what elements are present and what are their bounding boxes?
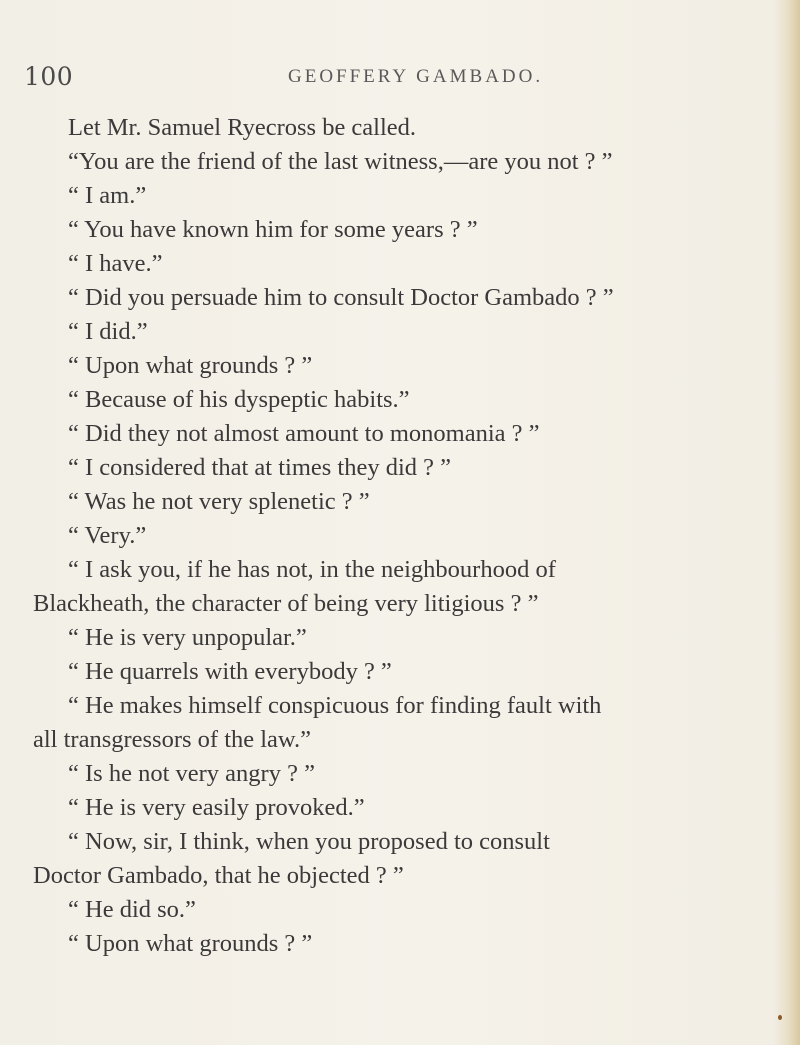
running-head: GEOFFERY GAMBADO. (288, 66, 544, 87)
text-line: Doctor Gambado, that he objected ? ” (33, 862, 404, 889)
text-line: all transgressors of the law.” (33, 726, 312, 753)
text-line: “ I ask you, if he has not, in the neighbourhood of (68, 556, 556, 583)
text-line: “ Upon what grounds ? ” (68, 930, 313, 957)
text-line: “ I considered that at times they did ? ” (68, 454, 452, 481)
text-line: “ He quarrels with everybody ? ” (68, 658, 392, 685)
text-line: “ Upon what grounds ? ” (68, 352, 313, 379)
text-line: “ He is very unpopular.” (68, 624, 307, 651)
paper-speck (778, 1015, 782, 1020)
text-line: “ Did you persuade him to consult Doctor Gambado ? ” (68, 284, 614, 311)
text-line: “ He is very easily provoked.” (68, 794, 365, 821)
text-line: “ He makes himself conspicuous for finding fault with (68, 692, 602, 719)
text-line: “ I have.” (68, 250, 163, 277)
text-line: “ Now, sir, I think, when you proposed to consult (68, 828, 550, 855)
text-line: “ I am.” (68, 182, 147, 209)
text-line: “ I did.” (68, 318, 148, 345)
text-line: “ Is he not very angry ? ” (68, 760, 315, 787)
text-line: Let Mr. Samuel Ryecross be called. (68, 114, 417, 141)
text-line: “ He did so.” (68, 896, 196, 923)
text-line: “ Did they not almost amount to monomania ? ” (68, 420, 540, 447)
text-line: “ Very.” (68, 522, 147, 549)
page-number: 100 (24, 62, 74, 91)
text-line: “ Because of his dyspeptic habits.” (68, 386, 410, 413)
text-line: Blackheath, the character of being very litigious ? ” (33, 590, 539, 617)
text-line: “ Was he not very splenetic ? ” (68, 488, 370, 515)
text-line: “You are the friend of the last witness,—are you not ? ” (68, 148, 613, 175)
text-line: “ You have known him for some years ? ” (68, 216, 478, 243)
